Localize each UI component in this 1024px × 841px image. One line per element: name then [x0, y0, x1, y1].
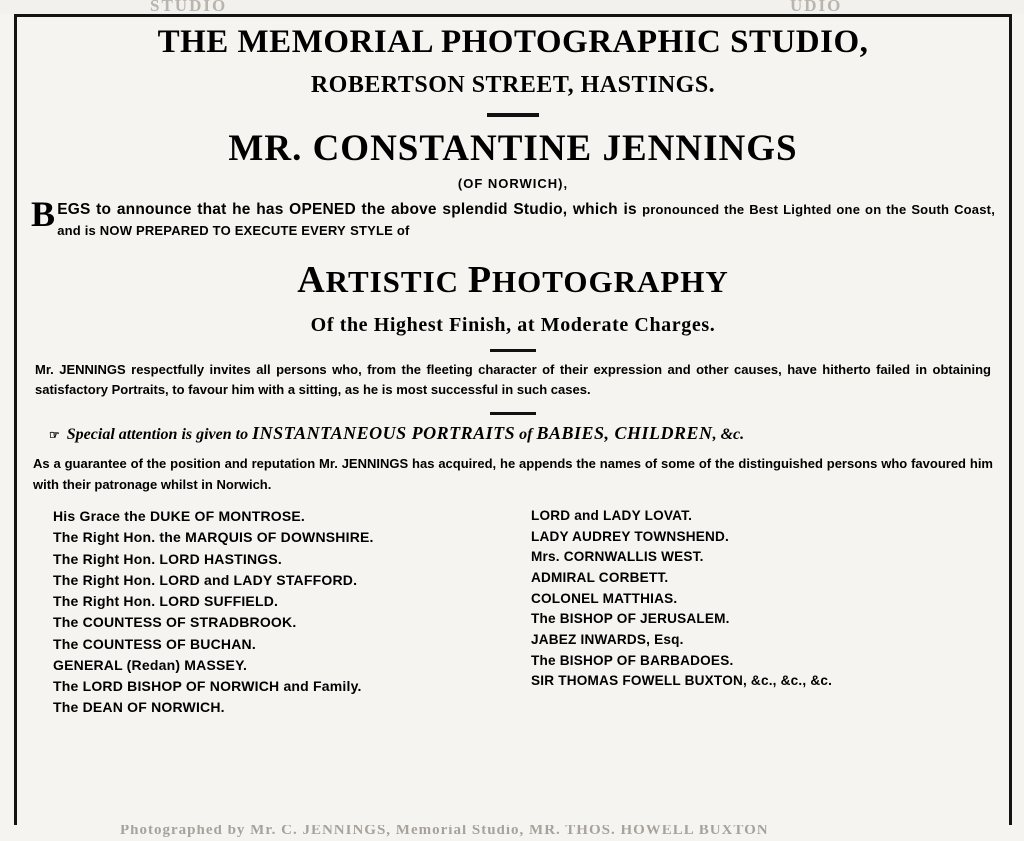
list-item: The BISHOP OF BARBADOES.	[531, 652, 734, 668]
scan-smudge-bottom: Photographed by Mr. C. JENNINGS, Memorial Studio, MR. THOS. HOWELL BUXTON	[120, 825, 769, 838]
list-item: LORD and LADY LOVAT.	[531, 508, 693, 523]
patron-list	[31, 506, 995, 719]
patron-column-right	[513, 506, 995, 719]
ad-special-attention-line	[31, 423, 995, 444]
scan-smudge-left: STUDIO	[150, 0, 228, 14]
divider-rule-3	[490, 412, 536, 415]
list-item: SIR THOMAS FOWELL BUXTON, &c., &c., &c.	[531, 673, 833, 689]
special-suffix-text: , &c.	[712, 426, 745, 444]
divider-rule-1	[487, 113, 539, 117]
patron-column-left	[31, 506, 513, 719]
ad-invitation-note: Mr. JENNINGS respectfully invites all persons who, from the fleeting character of their expression and other causes, have hitherto failed in obtaining satisfactory Portraits, to favour him with a sitting, as he is most successful in such cases.	[35, 362, 991, 398]
drop-cap-letter: B	[31, 193, 56, 234]
ad-photographer-origin: (OF NORWICH),	[457, 175, 569, 191]
special-mid-text: of	[515, 426, 537, 444]
divider-rule-2	[490, 349, 536, 352]
artistic-word-rest-1: RTISTIC	[325, 264, 468, 300]
ad-lead-line-1: EGS to announce that he has OPENED the above splendid Studio, which is	[57, 200, 637, 218]
artistic-word-rest-2: HOTOGRAPHY	[492, 264, 729, 300]
ad-subtitle-address: ROBERTSON STREET, HASTINGS.	[310, 71, 716, 98]
list-item: The COUNTESS OF BUCHAN.	[53, 635, 256, 652]
artistic-initial-p: P	[467, 259, 493, 302]
list-item: The DEAN OF NORWICH.	[53, 699, 225, 716]
list-item: The Right Hon. LORD SUFFIELD.	[53, 593, 279, 610]
pointing-hand-icon: ☞	[49, 428, 59, 443]
scan-smudge-right: UDIO	[790, 0, 843, 14]
list-item: The COUNTESS OF STRADBROOK.	[53, 614, 297, 631]
list-item: The BISHOP OF JERUSALEM.	[531, 611, 730, 627]
list-item: The Right Hon. the MARQUIS OF DOWNSHIRE.	[53, 529, 374, 546]
list-item: The Right Hon. LORD and LADY STAFFORD.	[53, 571, 358, 588]
list-item: COLONEL MATTHIAS.	[531, 590, 678, 606]
ad-lead-paragraph	[31, 193, 996, 242]
advertisement-frame	[14, 17, 1012, 825]
ad-title: THE MEMORIAL PHOTOGRAPHIC STUDIO,	[157, 24, 869, 60]
artistic-initial-a: A	[297, 259, 326, 302]
list-item: GENERAL (Redan) MASSEY.	[53, 656, 248, 673]
list-item: The LORD BISHOP OF NORWICH and Family.	[53, 678, 362, 695]
ad-finish-line: Of the Highest Finish, at Moderate Charges.	[310, 314, 716, 337]
special-caps-text-2: BABIES, CHILDREN	[536, 423, 713, 444]
list-item: LADY AUDREY TOWNSHEND.	[531, 528, 730, 544]
list-item: ADMIRAL CORBETT.	[531, 569, 669, 585]
scan-artifact-bottom	[0, 825, 1024, 841]
special-caps-text-1: INSTANTANEOUS PORTRAITS	[252, 423, 516, 444]
ad-guarantee-paragraph: As a guarantee of the position and reputation Mr. JENNINGS has acquired, he appends the names of some of the distinguished persons who favoured him with their patronage whilst in Norwich.	[33, 456, 993, 493]
ad-artistic-heading	[31, 258, 995, 302]
ad-photographer-name: MR. CONSTANTINE JENNINGS	[228, 127, 798, 169]
ad-lead-line-3: STYLE of	[350, 223, 410, 239]
special-prefix-text: Special attention is given to	[66, 426, 253, 444]
list-item: His Grace the DUKE OF MONTROSE.	[53, 508, 306, 524]
list-item: The Right Hon. LORD HASTINGS.	[53, 550, 283, 567]
list-item: Mrs. CORNWALLIS WEST.	[531, 549, 704, 565]
scan-artifact-top	[0, 0, 1024, 14]
ad-lead-line-2: pronounced the Best Lighted one on the South Coast, and is NOW PREPARED TO EXECUTE EVERY	[57, 201, 996, 239]
list-item: JABEZ INWARDS, Esq.	[531, 631, 684, 647]
